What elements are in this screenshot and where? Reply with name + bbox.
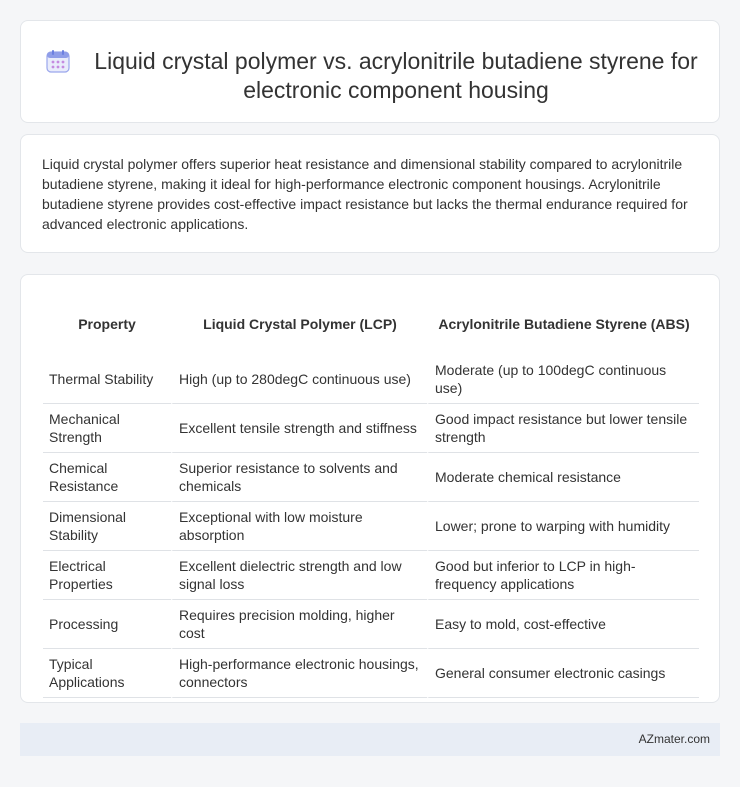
lcp-cell: High (up to 280degC continuous use) xyxy=(171,355,427,404)
property-cell: Processing xyxy=(43,600,171,649)
table-row xyxy=(43,502,699,551)
lcp-cell: Excellent tensile strength and stiffness xyxy=(171,404,427,453)
comparison-table-card xyxy=(20,274,720,703)
abs-cell: Good but inferior to LCP in high-frequency applications xyxy=(427,551,699,600)
abs-cell: General consumer electronic casings xyxy=(427,649,699,698)
abs-cell: Moderate chemical resistance xyxy=(427,453,699,502)
summary-text: Liquid crystal polymer offers superior heat resistance and dimensional stability compared to acrylonitrile butadiene styrene, making it ideal for high-performance electronic component housings. Acrylonitrile butadiene styrene provides cost-effective impact resistance but lacks the thermal endurance required for advanced electronic applications. xyxy=(42,156,688,232)
abs-cell: Easy to mold, cost-effective xyxy=(427,600,699,649)
footer-bar xyxy=(20,723,720,756)
property-cell: Mechanical Strength xyxy=(43,404,171,453)
title-card xyxy=(20,20,720,123)
property-cell: Thermal Stability xyxy=(43,355,171,404)
property-cell: Chemical Resistance xyxy=(43,453,171,502)
footer-site-link[interactable]: AZmater.com xyxy=(638,732,710,746)
property-cell: Electrical Properties xyxy=(43,551,171,600)
lcp-cell: Requires precision molding, higher cost xyxy=(171,600,427,649)
table-header-row xyxy=(43,293,699,355)
lcp-cell: High-performance electronic housings, connectors xyxy=(171,649,427,698)
header-abs: Acrylonitrile Butadiene Styrene (ABS) xyxy=(427,293,699,355)
comparison-table xyxy=(43,293,699,698)
table-row xyxy=(43,453,699,502)
table-row xyxy=(43,600,699,649)
abs-cell: Good impact resistance but lower tensile strength xyxy=(427,404,699,453)
lcp-cell: Superior resistance to solvents and chemicals xyxy=(171,453,427,502)
table-row xyxy=(43,649,699,698)
table-row xyxy=(43,551,699,600)
abs-cell: Moderate (up to 100degC continuous use) xyxy=(427,355,699,404)
header-lcp: Liquid Crystal Polymer (LCP) xyxy=(171,293,427,355)
page-title: Liquid crystal polymer vs. acrylonitrile butadiene styrene for electronic component housing xyxy=(94,48,698,103)
lcp-cell: Exceptional with low moisture absorption xyxy=(171,502,427,551)
summary-card xyxy=(20,134,720,253)
header-property: Property xyxy=(78,315,136,332)
abs-cell: Lower; prone to warping with humidity xyxy=(427,502,699,551)
property-cell: Dimensional Stability xyxy=(43,502,171,551)
lcp-cell: Excellent dielectric strength and low signal loss xyxy=(171,551,427,600)
calendar-icon xyxy=(45,48,71,74)
table-row xyxy=(43,404,699,453)
table-row xyxy=(43,355,699,404)
property-cell: Typical Applications xyxy=(43,649,171,698)
